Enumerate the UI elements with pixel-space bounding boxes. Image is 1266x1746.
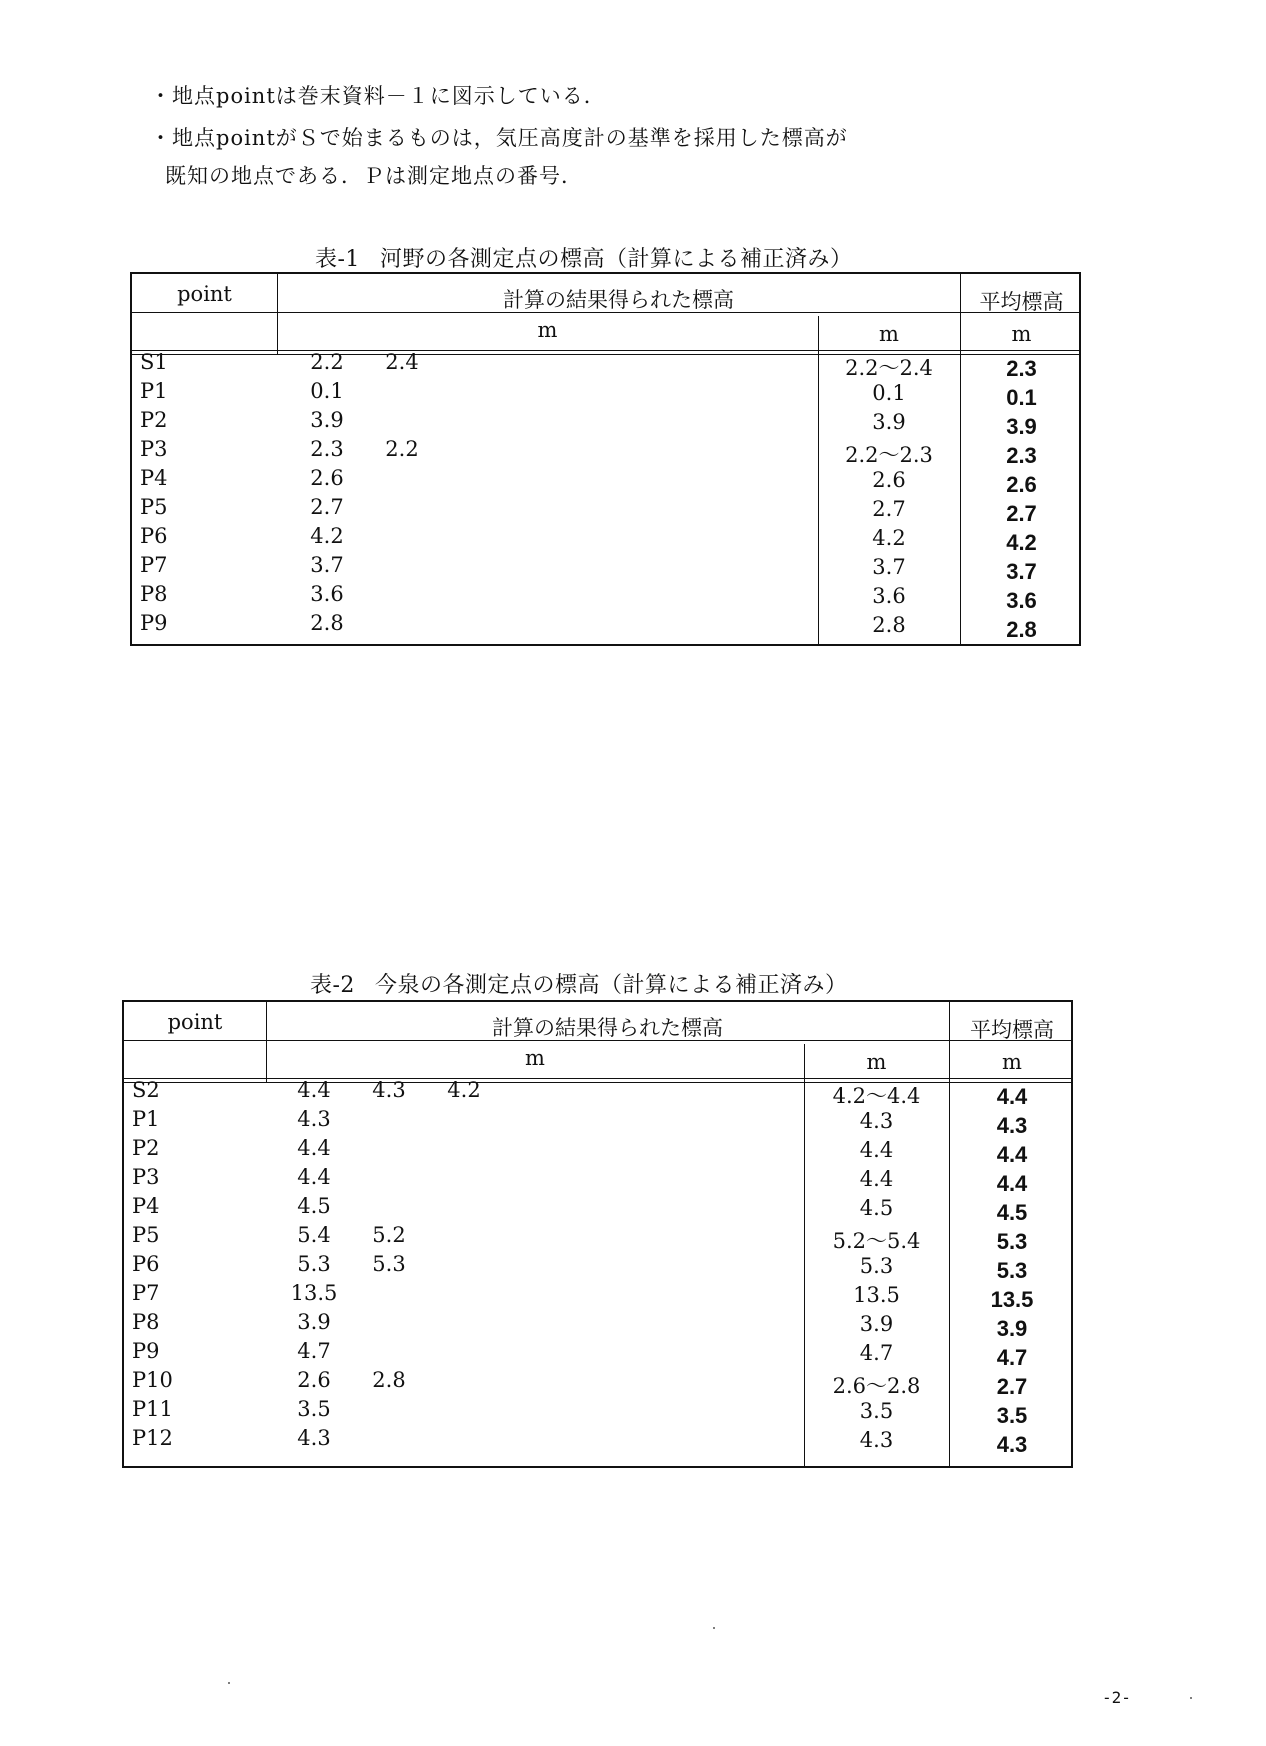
point-cell: P2 <box>132 1136 160 1160</box>
average-cell: 4.4 <box>996 1142 1028 1167</box>
range-cell: 2.2～2.3 <box>845 443 933 467</box>
range-cell: 5.3 <box>859 1254 894 1278</box>
value-cell: 4.3 <box>372 1078 406 1102</box>
value-cell: 4.5 <box>297 1194 331 1218</box>
range-cell: 4.2～4.4 <box>832 1084 921 1108</box>
table1-unit-values: m <box>537 318 558 342</box>
point-cell: P4 <box>140 466 168 490</box>
range-cell: 3.5 <box>859 1399 894 1423</box>
range-cell: 2.8 <box>872 613 906 637</box>
table1 <box>130 272 1081 646</box>
range-cell: 3.9 <box>859 1312 894 1336</box>
table-row <box>132 379 1079 408</box>
value-cell: 4.3 <box>297 1426 331 1450</box>
average-cell: 4.4 <box>996 1084 1028 1109</box>
range-cell: 4.7 <box>859 1341 894 1365</box>
range-cell: 4.4 <box>859 1167 894 1191</box>
range-cell: 3.6 <box>872 584 906 608</box>
average-cell: 0.1 <box>1006 385 1037 410</box>
value-cell: 4.7 <box>297 1339 331 1363</box>
table-row <box>124 1223 1071 1252</box>
range-cell: 2.2～2.4 <box>845 356 933 380</box>
table2-unit-avg: m <box>1002 1050 1022 1074</box>
table2-header-point: point <box>167 1010 223 1034</box>
point-cell: P9 <box>140 611 168 635</box>
range-cell: 2.7 <box>872 497 906 521</box>
point-cell: P3 <box>140 437 168 461</box>
average-cell: 4.4 <box>996 1171 1028 1196</box>
scan-speck <box>713 1627 715 1629</box>
table-row <box>132 408 1079 437</box>
range-cell: 4.4 <box>859 1138 894 1162</box>
table-row <box>132 466 1079 495</box>
value-cell: 4.4 <box>297 1165 331 1189</box>
point-cell: P4 <box>132 1194 160 1218</box>
value-cell: 2.4 <box>385 350 419 374</box>
point-cell: P3 <box>132 1165 160 1189</box>
value-cell: 5.3 <box>372 1252 406 1276</box>
point-cell: P10 <box>132 1368 173 1392</box>
table-row <box>132 553 1079 582</box>
value-cell: 5.3 <box>297 1252 331 1276</box>
point-cell: P12 <box>132 1426 173 1450</box>
average-cell: 3.9 <box>1006 414 1037 439</box>
value-cell: 4.4 <box>297 1078 331 1102</box>
point-cell: P1 <box>132 1107 160 1131</box>
range-cell: 4.2 <box>872 526 906 550</box>
average-cell: 5.3 <box>996 1229 1028 1254</box>
average-cell: 2.7 <box>1006 501 1037 526</box>
value-cell: 4.4 <box>297 1136 331 1160</box>
range-cell: 0.1 <box>872 381 906 405</box>
value-cell: 3.7 <box>310 553 344 577</box>
value-cell: 5.4 <box>297 1223 331 1247</box>
range-cell: 4.3 <box>859 1428 894 1452</box>
average-cell: 3.5 <box>996 1403 1028 1428</box>
table2-title: 今泉の各測定点の標高（計算による補正済み） <box>374 973 848 998</box>
value-cell: 13.5 <box>290 1281 338 1305</box>
range-cell: 4.5 <box>859 1196 894 1220</box>
note-line-3: 既知の地点である．Ｐは測定地点の番号． <box>165 164 583 188</box>
table-row <box>124 1078 1071 1107</box>
value-cell: 2.7 <box>310 495 344 519</box>
table2-unit-range: m <box>866 1050 887 1074</box>
average-cell: 13.5 <box>990 1287 1034 1312</box>
value-cell: 3.9 <box>297 1310 331 1334</box>
range-cell: 2.6 <box>872 468 906 492</box>
point-cell: P6 <box>132 1252 160 1276</box>
table-row <box>124 1310 1071 1339</box>
table-row <box>124 1397 1071 1426</box>
value-cell: 3.6 <box>310 582 344 606</box>
table2 <box>122 1000 1073 1468</box>
point-cell: P2 <box>140 408 168 432</box>
table2-caption <box>310 968 847 999</box>
table-row <box>124 1252 1071 1281</box>
value-cell: 3.9 <box>310 408 344 432</box>
scan-speck <box>1190 1697 1192 1699</box>
value-cell: 2.3 <box>310 437 344 461</box>
average-cell: 4.5 <box>996 1200 1028 1225</box>
table1-number: 表-1 <box>315 247 360 272</box>
table1-header-calc: 計算の結果得られた標高 <box>503 288 734 312</box>
range-cell: 5.2～5.4 <box>832 1229 921 1253</box>
table2-header-calc: 計算の結果得られた標高 <box>492 1016 723 1040</box>
table-row <box>124 1136 1071 1165</box>
average-cell: 5.3 <box>996 1258 1028 1283</box>
value-cell: 5.2 <box>372 1223 406 1247</box>
value-cell: 2.2 <box>310 350 344 374</box>
table1-header-avg: 平均標高 <box>979 290 1064 314</box>
table2-unit-values: m <box>525 1046 545 1070</box>
value-cell: 2.8 <box>310 611 344 635</box>
table-row <box>124 1426 1071 1455</box>
table2-number: 表-2 <box>310 973 355 998</box>
point-cell: P5 <box>140 495 168 519</box>
table-row <box>124 1368 1071 1397</box>
table1-header-point: point <box>177 282 232 306</box>
point-cell: P9 <box>132 1339 160 1363</box>
average-cell: 4.2 <box>1006 530 1037 555</box>
average-cell: 3.9 <box>996 1316 1028 1341</box>
table-row <box>132 495 1079 524</box>
table-row <box>124 1165 1071 1194</box>
scan-speck <box>228 1682 230 1684</box>
average-cell: 2.8 <box>1006 617 1037 642</box>
point-cell: P8 <box>140 582 168 606</box>
point-cell: S2 <box>132 1078 160 1102</box>
table1-unit-avg: m <box>1011 322 1032 346</box>
table2-header-avg: 平均標高 <box>970 1018 1054 1042</box>
point-cell: P6 <box>140 524 168 548</box>
note-line-2: ・地点pointがＳで始まるものは，気圧高度計の基準を採用した標高が <box>150 126 848 150</box>
table-row <box>124 1107 1071 1136</box>
average-cell: 2.3 <box>1006 356 1037 381</box>
average-cell: 4.3 <box>996 1113 1028 1138</box>
average-cell: 2.7 <box>996 1374 1028 1399</box>
table1-caption <box>315 242 852 273</box>
value-cell: 2.2 <box>385 437 419 461</box>
range-cell: 13.5 <box>853 1283 900 1307</box>
point-cell: P8 <box>132 1310 160 1334</box>
note-line-1: ・地点pointは巻末資料－１に図示している． <box>150 84 606 108</box>
value-cell: 4.2 <box>447 1078 481 1102</box>
table-row <box>124 1194 1071 1223</box>
table-row <box>132 611 1079 640</box>
value-cell: 3.5 <box>297 1397 331 1421</box>
value-cell: 2.6 <box>297 1368 331 1392</box>
table-row <box>124 1339 1071 1368</box>
value-cell: 2.6 <box>310 466 344 490</box>
table1-title: 河野の各測定点の標高（計算による補正済み） <box>379 247 853 272</box>
table-row <box>132 524 1079 553</box>
table-row <box>132 350 1079 379</box>
point-cell: P5 <box>132 1223 160 1247</box>
value-cell: 4.3 <box>297 1107 331 1131</box>
range-cell: 4.3 <box>859 1109 894 1133</box>
value-cell: 2.8 <box>372 1368 406 1392</box>
value-cell: 4.2 <box>310 524 344 548</box>
table1-unit-range: m <box>879 322 899 346</box>
point-cell: P1 <box>140 379 168 403</box>
table-row <box>132 437 1079 466</box>
point-cell: P11 <box>132 1397 173 1421</box>
average-cell: 4.3 <box>996 1432 1028 1457</box>
average-cell: 2.3 <box>1006 443 1037 468</box>
range-cell: 3.9 <box>872 410 906 434</box>
point-cell: P7 <box>132 1281 160 1305</box>
value-cell: 0.1 <box>310 379 344 403</box>
average-cell: 3.6 <box>1006 588 1037 613</box>
range-cell: 3.7 <box>872 555 906 579</box>
table-row <box>124 1281 1071 1310</box>
point-cell: S1 <box>140 350 168 374</box>
average-cell: 2.6 <box>1006 472 1037 497</box>
average-cell: 3.7 <box>1006 559 1037 584</box>
table-row <box>132 582 1079 611</box>
page-number: -2- <box>1102 1688 1131 1707</box>
point-cell: P7 <box>140 553 168 577</box>
average-cell: 4.7 <box>996 1345 1028 1370</box>
range-cell: 2.6～2.8 <box>832 1374 921 1398</box>
